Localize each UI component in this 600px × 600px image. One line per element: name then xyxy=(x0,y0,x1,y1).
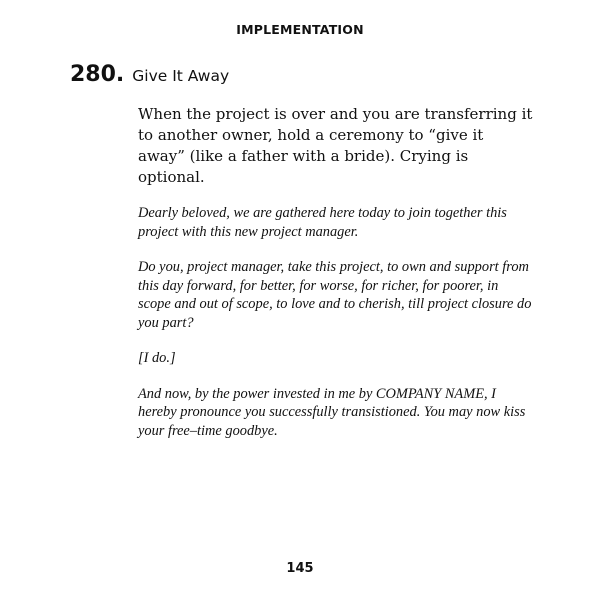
vow-paragraph-opening: Dearly beloved, we are gathered here today to join together this project with this new project manager. xyxy=(138,205,507,240)
entry-body xyxy=(138,104,533,457)
vow-paragraph-response: [I do.] xyxy=(138,350,176,366)
lead-paragraph: When the project is over and you are transferring it to another owner, hold a ceremony to “give it away” (like a father with a bride). Crying is optional. xyxy=(138,105,533,186)
page-number: 145 xyxy=(286,561,314,576)
entry-number: 280. xyxy=(70,62,125,87)
entry-heading xyxy=(70,62,229,87)
entry-title: Give It Away xyxy=(132,67,230,85)
vow-paragraph-pronouncement: And now, by the power invested in me by COMPANY NAME, I hereby pronounce you successfully transistioned. You may now kiss your free–time goodbye. xyxy=(138,385,526,439)
running-head: IMPLEMENTATION xyxy=(236,22,364,37)
vow-paragraph-question: Do you, project manager, take this project, to own and support from this day forward, for better, for worse, for richer, for poorer, in scope and out of scope, to love and to cherish, till project closure do you part? xyxy=(138,259,532,331)
